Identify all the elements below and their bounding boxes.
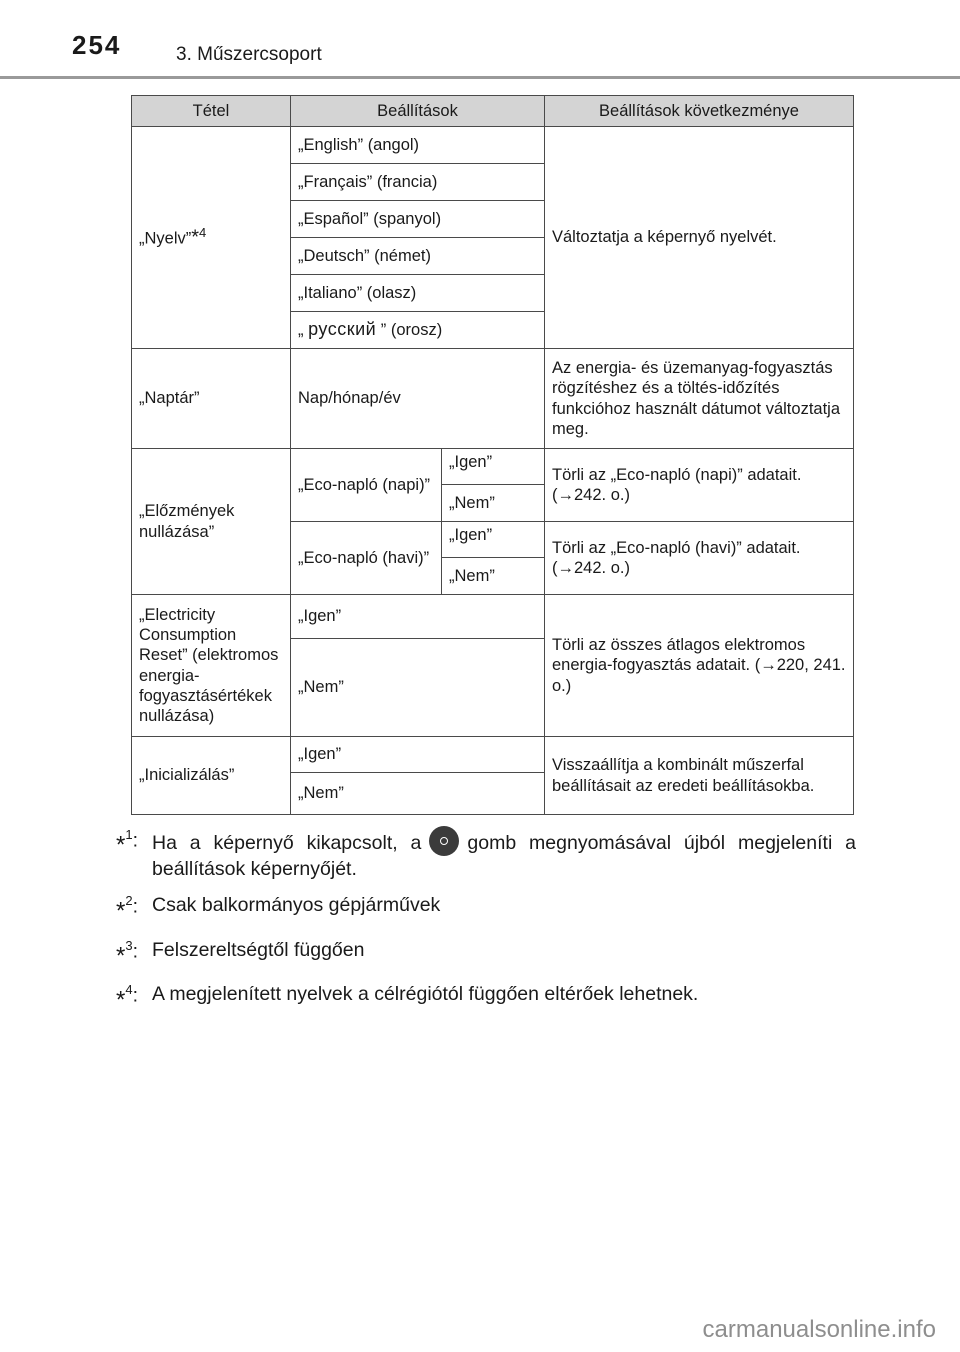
language-option-russian: „ русский ” (orosz): [291, 312, 545, 349]
eco-daily-yes: „Igen”: [442, 449, 545, 485]
eco-daily-no: „Nem”: [442, 485, 545, 522]
eco-daily-label: „Eco-napló (napi)”: [291, 449, 442, 522]
watermark: carmanualsonline.info: [702, 1316, 936, 1343]
page-header: [0, 0, 960, 80]
footnote-marker: *$^1$:: [116, 827, 138, 859]
chapter-title: 3. Műszercsoport: [176, 44, 322, 65]
display-button-icon: [429, 826, 459, 856]
init-yes: „Igen”: [291, 737, 545, 773]
eco-monthly-result: Törli az „Eco-napló (havi)” adatait. (→242. o.): [545, 522, 854, 595]
footnotes: [116, 826, 856, 1026]
table-row: [132, 595, 854, 639]
footnote-2: [116, 892, 856, 928]
language-item: „Nyelv”*$^4$: [132, 127, 291, 349]
footnote-4: [116, 981, 856, 1017]
eco-monthly-no: „Nem”: [442, 558, 545, 595]
electricity-no: „Nem”: [291, 639, 545, 737]
footnote-text: Ha a képernyő kikapcsolt, a gomb megnyomásával újból megjeleníti a beállítások képernyőjét.: [152, 826, 856, 883]
init-result: Visszaállítja a kombinált műszerfal beállításait az eredeti beállításokba.: [545, 737, 854, 815]
header-settings: Beállítások: [291, 96, 545, 127]
eco-monthly-yes: „Igen”: [442, 522, 545, 558]
init-no: „Nem”: [291, 773, 545, 815]
language-option: „Français” (francia): [291, 164, 545, 201]
page-number: 254: [72, 30, 122, 60]
table-row: [132, 449, 854, 485]
init-item: „Inicializálás”: [132, 737, 291, 815]
footnote-3: [116, 937, 856, 973]
history-item: „Előzmények nullázása”: [132, 449, 291, 595]
table-row: [132, 349, 854, 449]
header-divider: [0, 76, 960, 79]
calendar-setting: Nap/hónap/év: [291, 349, 545, 449]
footnote-marker: *$^3$:: [116, 937, 138, 970]
header-item: Tétel: [132, 96, 291, 127]
header-result: Beállítások következménye: [545, 96, 854, 127]
electricity-result: Törli az összes átlagos elektromos energia-fogyasztás adatait. (→220, 241. o.): [545, 595, 854, 737]
eco-monthly-label: „Eco-napló (havi)”: [291, 522, 442, 595]
table-row: [132, 737, 854, 773]
calendar-result: Az energia- és üzemanyag-fogyasztás rögzítéshez és a töltés-időzítés funkcióhoz használt dátumot változtatja meg.: [545, 349, 854, 449]
footnote-text: Csak balkormányos gépjárművek: [152, 893, 441, 916]
language-result: Változtatja a képernyő nyelvét.: [545, 127, 854, 349]
language-option: „English” (angol): [291, 127, 545, 164]
footnote-marker: *$^4$:: [116, 982, 138, 1014]
table-header-row: [132, 96, 854, 127]
footnote-text: A megjelenített nyelvek a célrégiótól függően eltérőek lehetnek.: [152, 983, 699, 1006]
footnote-text: Felszereltségtől függően: [152, 938, 365, 961]
footnote-marker: *$^2$:: [116, 892, 138, 925]
language-option: „Italiano” (olasz): [291, 275, 545, 312]
eco-daily-result: Törli az „Eco-napló (napi)” adatait. (→242. o.): [545, 449, 854, 522]
electricity-yes: „Igen”: [291, 595, 545, 639]
electricity-item: „Electricity Consumption Reset” (elektromos energia-fogyasztásértékek nullázása): [132, 595, 291, 737]
footnote-1: [116, 826, 856, 883]
language-option: „Español” (spanyol): [291, 201, 545, 238]
language-option: „Deutsch” (német): [291, 238, 545, 275]
table-row: [132, 127, 854, 164]
settings-table: [131, 95, 854, 815]
calendar-item: „Naptár”: [132, 349, 291, 449]
